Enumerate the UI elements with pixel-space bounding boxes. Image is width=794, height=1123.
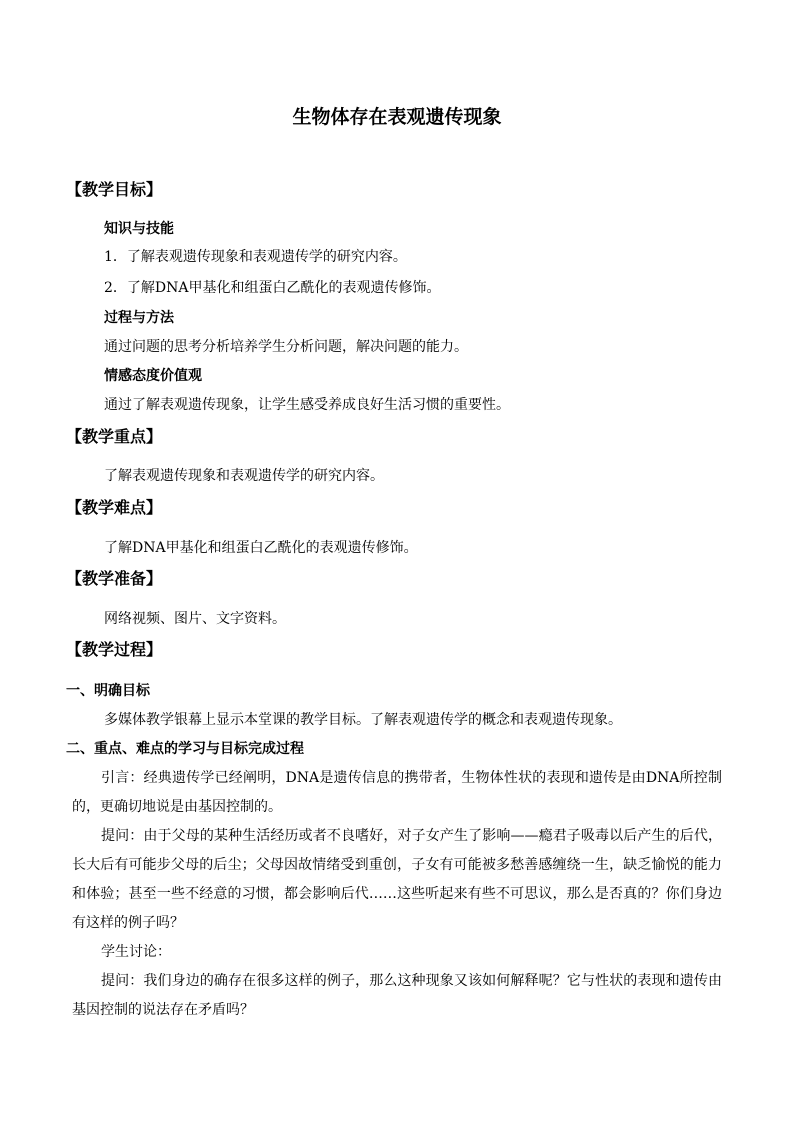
objective-item-1: 1．了解表观遗传现象和表观遗传学的研究内容。 (104, 249, 407, 265)
document-title: 生物体存在表观遗传现象 (292, 106, 502, 128)
process-methods-heading: 过程与方法 (104, 310, 174, 326)
part1-text: 多媒体教学银幕上显示本堂课的教学目标。了解表观遗传学的概念和表观遗传现象。 (104, 712, 622, 728)
preparation-heading: 【教学准备】 (66, 569, 163, 588)
process-methods-text: 通过问题的思考分析培养学生分析问题，解决问题的能力。 (104, 339, 468, 355)
intro-paragraph: 引言：经典遗传学已经阐明，DNA是遗传信息的携带者，生物体性状的表现和遗传是由DNA所控制的，更确切地说是由基因控制的。 (72, 770, 722, 815)
objectives-heading: 【教学目标】 (66, 180, 163, 199)
discussion-paragraph: 学生讨论： (101, 944, 171, 960)
part2-heading: 二、重点、难点的学习与目标完成过程 (66, 741, 304, 757)
emotion-values-heading: 情感态度价值观 (104, 368, 202, 384)
key-points-heading: 【教学重点】 (66, 427, 163, 446)
question1-paragraph: 提问：由于父母的某种生活经历或者不良嗜好，对子女产生了影响——瘾君子吸毒以后产生的后代，长大后有可能步父母的后尘；父母因故情绪受到重创，子女有可能被多愁善感缠绕一生，缺乏愉悦的能力和体验；甚至一些不经意的习惯，都会影响后代……这些听起来有些不可思议，那么是否真的？你们身边有这样的例子吗？ (72, 828, 722, 931)
emotion-values-text: 通过了解表观遗传现象，让学生感受养成良好生活习惯的重要性。 (104, 397, 510, 413)
difficulties-text: 了解DNA甲基化和组蛋白乙酰化的表观遗传修饰。 (104, 540, 418, 556)
teaching-process-heading: 【教学过程】 (66, 640, 163, 659)
preparation-text: 网络视频、图片、文字资料。 (104, 611, 286, 627)
question2-paragraph: 提问：我们身边的确存在很多这样的例子，那么这种现象又该如何解释呢？它与性状的表现和遗传由基因控制的说法存在矛盾吗？ (72, 973, 722, 1018)
key-points-text: 了解表观遗传现象和表观遗传学的研究内容。 (104, 468, 384, 484)
part1-heading: 一、明确目标 (66, 683, 150, 699)
knowledge-skills-heading: 知识与技能 (104, 221, 174, 237)
difficulties-heading: 【教学难点】 (66, 498, 163, 517)
objective-item-2: 2．了解DNA甲基化和组蛋白乙酰化的表观遗传修饰。 (104, 280, 441, 296)
